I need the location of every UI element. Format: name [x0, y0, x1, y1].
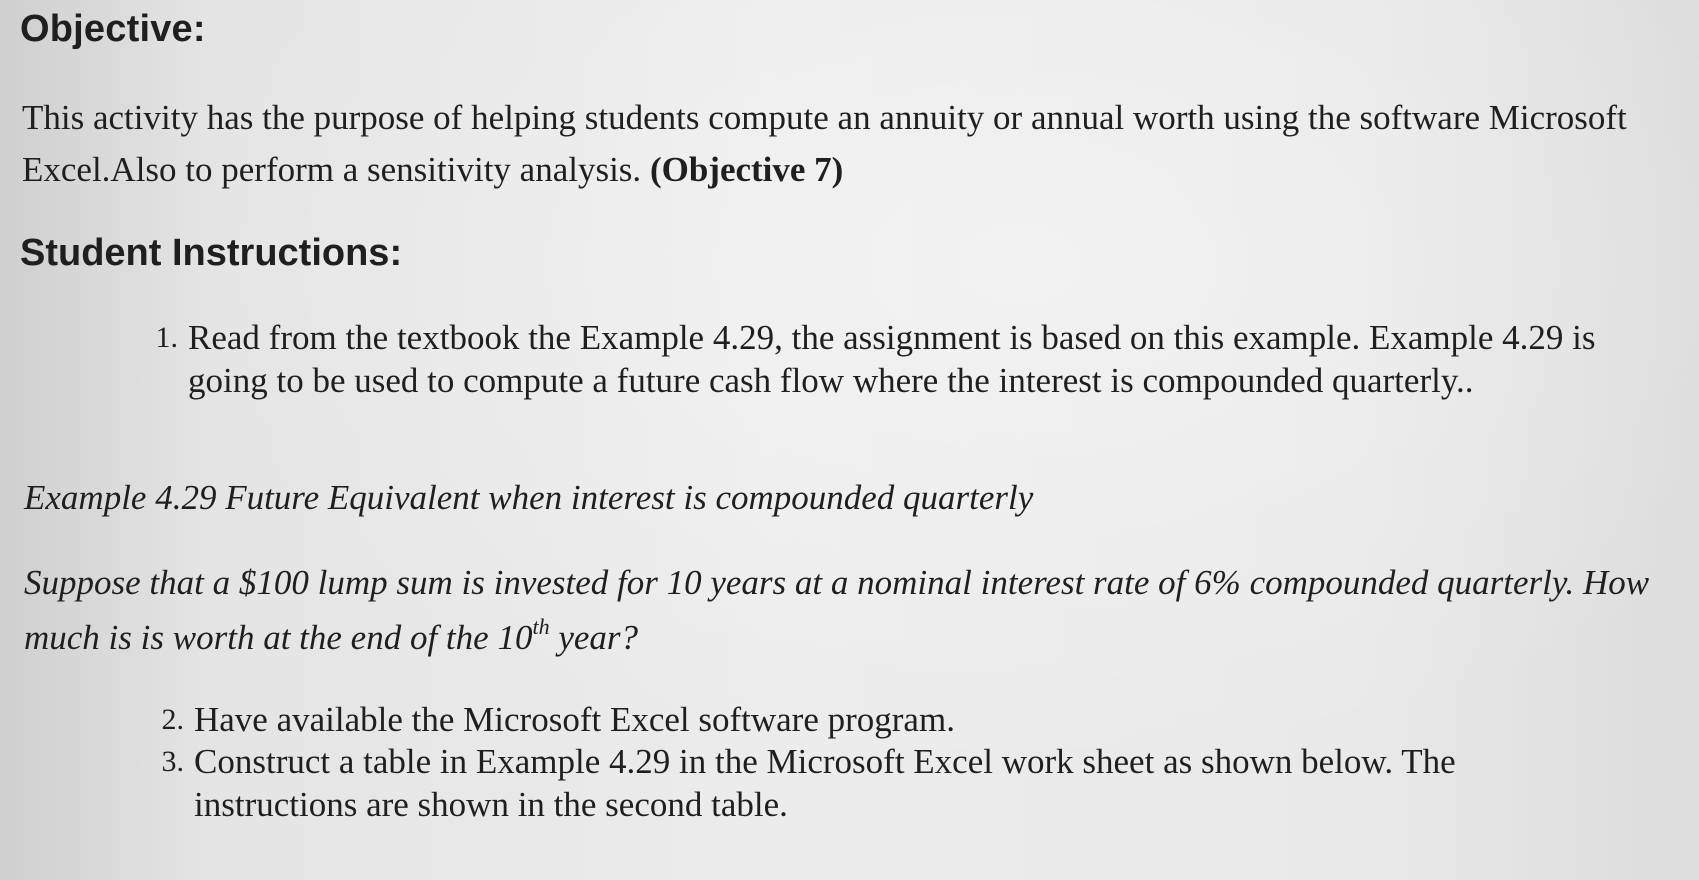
- list-item: [144, 698, 1684, 743]
- list-item-number: 2.: [161, 703, 184, 736]
- list-item-number: 1.: [155, 321, 178, 354]
- objective-text: This activity has the purpose of helping students compute an annuity or annual worth using the software Microsoft Excel.Also to perform a sensitivity analysis.: [22, 98, 1627, 189]
- list-item-text: Have available the Microsoft Excel software program.: [194, 700, 955, 739]
- example-body: [24, 555, 1674, 665]
- example-body-text: Suppose that a $100 lump sum is invested for 10 years at a nominal interest rate of 6% compounded quarterly. How much is is worth at the end of the 10: [24, 563, 1650, 657]
- list-item: [144, 740, 1684, 835]
- example-title: Example 4.29 Future Equivalent when interest is compounded quarterly: [24, 478, 1034, 517]
- objective-heading: Objective:: [20, 8, 206, 50]
- example-body-superscript: th: [532, 614, 550, 640]
- list-item-number: 3.: [161, 745, 184, 778]
- list-item-text: Read from the textbook the Example 4.29, the assignment is based on this example. Example 4.29 is going to be used to compute a future cash flow where the interest is compounded quarterly..: [188, 318, 1596, 400]
- instructions-heading: Student Instructions:: [20, 232, 403, 274]
- list-item: [138, 316, 1678, 456]
- objective-paragraph: [22, 92, 1672, 196]
- list-item-text: Construct a table in Example 4.29 in the Microsoft Excel work sheet as shown below. The instructions are shown in the second table.: [194, 742, 1456, 824]
- example-body-end: year?: [549, 618, 639, 657]
- objective-reference: (Objective 7): [649, 150, 844, 189]
